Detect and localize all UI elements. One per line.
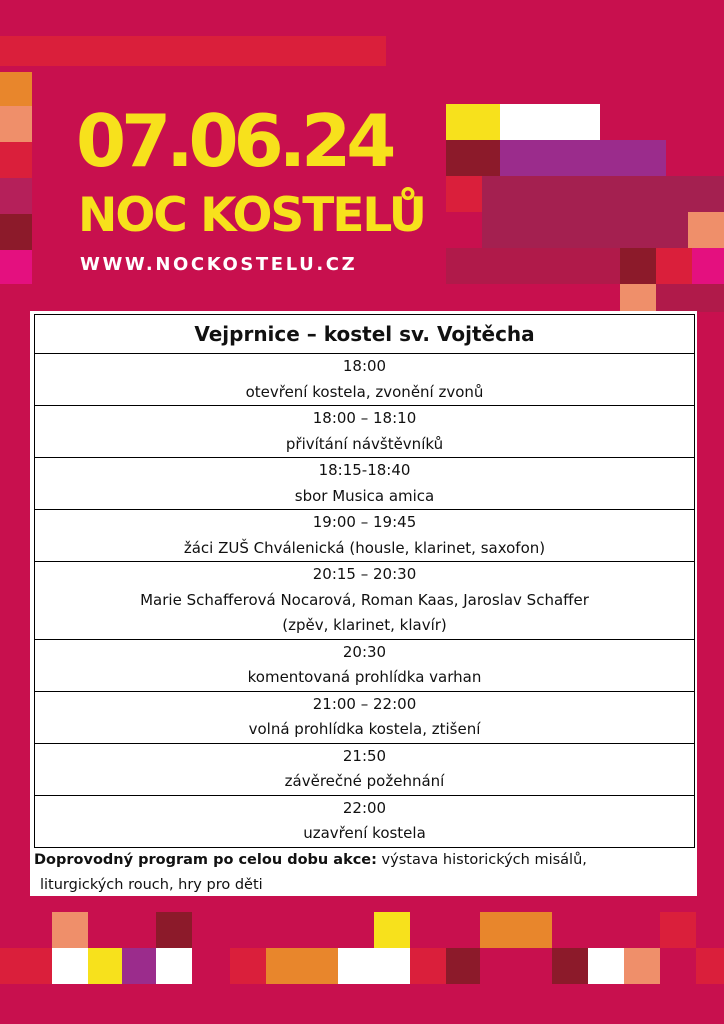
schedule-time: 20:15 – 20:30 bbox=[312, 565, 417, 583]
schedule-description: uzavření kostela bbox=[303, 824, 426, 842]
schedule-cell bbox=[35, 639, 695, 691]
schedule-description: žáci ZUŠ Chválenická (housle, klarinet, saxofon) bbox=[183, 538, 546, 557]
event-date: 07.06.24 bbox=[76, 99, 392, 183]
schedule-description: (zpěv, klarinet, klavír) bbox=[282, 616, 447, 634]
schedule-time: 18:15-18:40 bbox=[318, 461, 411, 479]
schedule-panel bbox=[30, 311, 697, 896]
schedule-time: 21:00 – 22:00 bbox=[312, 694, 417, 713]
schedule-cell bbox=[35, 458, 695, 510]
schedule-time: 18:00 – 18:10 bbox=[312, 409, 417, 427]
schedule-row bbox=[35, 458, 695, 510]
schedule-description: sbor Musica amica bbox=[294, 486, 435, 505]
schedule-time: 18:00 bbox=[342, 357, 387, 375]
schedule-description: Marie Schafferová Nocarová, Roman Kaas, Jaroslav Schaffer bbox=[140, 590, 589, 609]
schedule-cell bbox=[35, 795, 695, 847]
accompanying-program-text-2: liturgických rouch, hry pro děti bbox=[40, 877, 263, 893]
accompanying-program bbox=[34, 848, 684, 898]
schedule-time: 21:50 bbox=[342, 746, 387, 765]
schedule-row bbox=[35, 795, 695, 847]
schedule-row bbox=[35, 743, 695, 795]
schedule-time: 20:30 bbox=[342, 642, 387, 661]
schedule-row bbox=[35, 354, 695, 406]
schedule-description: přivítání návštěvníků bbox=[285, 434, 444, 453]
schedule-cell bbox=[35, 743, 695, 795]
schedule-description: otevření kostela, zvonění zvonů bbox=[245, 382, 484, 401]
schedule-row bbox=[35, 691, 695, 743]
schedule-cell bbox=[35, 406, 695, 458]
schedule-row bbox=[35, 510, 695, 562]
schedule-time: 22:00 bbox=[342, 798, 387, 817]
event-website[interactable]: WWW.NOCKOSTELU.CZ bbox=[80, 254, 358, 275]
event-title: NOC KOSTELŮ bbox=[78, 188, 425, 243]
schedule-row bbox=[35, 639, 695, 691]
schedule-row bbox=[35, 406, 695, 458]
schedule-description: závěrečné požehnání bbox=[284, 772, 445, 790]
schedule-cell bbox=[35, 354, 695, 406]
schedule-cell bbox=[35, 691, 695, 743]
schedule-heading: Vejprnice – kostel sv. Vojtěcha bbox=[35, 315, 695, 354]
schedule-cell bbox=[35, 562, 695, 640]
schedule-row bbox=[35, 562, 695, 640]
schedule-table bbox=[34, 314, 695, 848]
schedule-cell bbox=[35, 510, 695, 562]
accompanying-program-text-1: výstava historických misálů, bbox=[376, 852, 587, 868]
schedule-description: komentovaná prohlídka varhan bbox=[247, 668, 482, 686]
schedule-time: 19:00 – 19:45 bbox=[312, 513, 417, 531]
schedule-description: volná prohlídka kostela, ztišení bbox=[248, 720, 481, 738]
accompanying-program-label: Doprovodný program po celou dobu akce: bbox=[34, 852, 377, 868]
